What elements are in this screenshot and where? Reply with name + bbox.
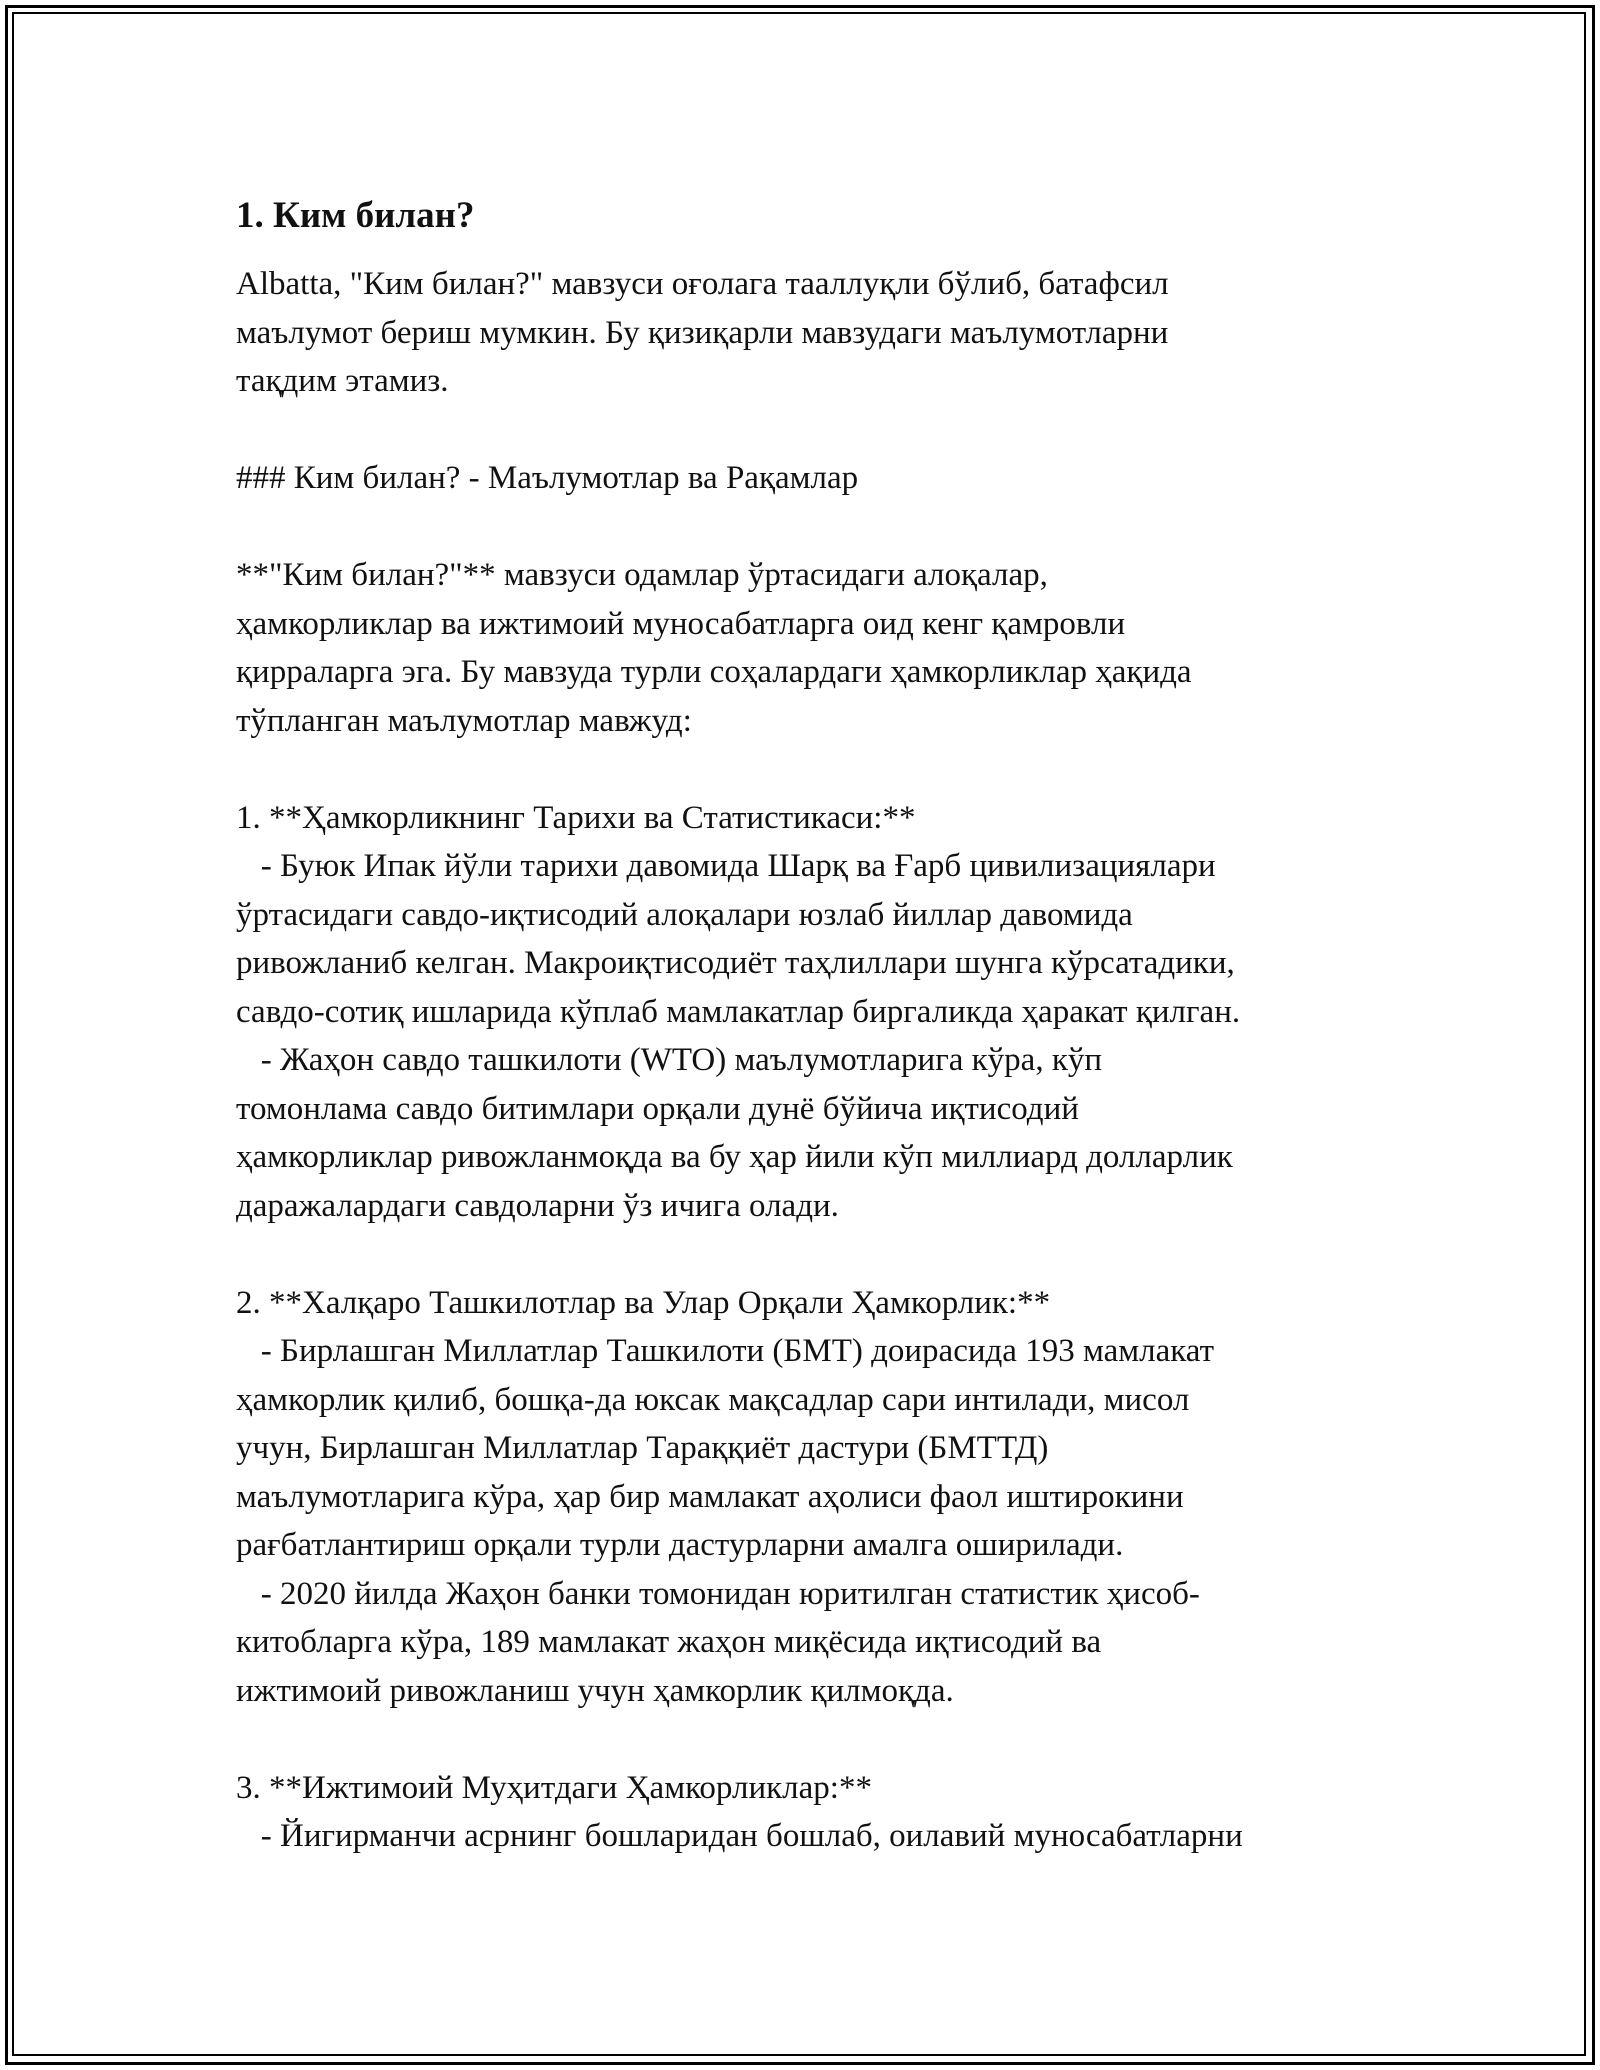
- section-3: [236, 1764, 1376, 1861]
- description-paragraph: **"Ким билан?"** мавзуси одамлар ўртасидаги алоқалар, ҳамкорликлар ва ижтимоий муносабатларга оид кенг қамровли қирраларга эга. Бу мавзуда турли соҳалардаги ҳамкорликлар ҳақида тўпланган маълумотлар мавжуд:: [236, 557, 1192, 739]
- section-title: 3. **Ижтимоий Муҳитдаги Ҳамкорликлар:**: [236, 1769, 872, 1806]
- list-item: - Буюк Ипак йўли тарихи давомида Шарқ ва Ғарб цивилизациялари ўртасидаги савдо-иқтисодий алоқалари юзлаб йиллар давомида ривожланиб келган. Макроиқтисодиёт таҳлиллари шунга кўрсатадики, савдо-сотиқ ишларида кўплаб мамлакатлар биргаликда ҳаракат қилган.: [236, 848, 1241, 1030]
- paragraph-spacer: [236, 503, 1376, 552]
- section-title: 2. **Халқаро Ташкилотлар ва Улар Орқали Ҳамкорлик:**: [236, 1284, 1051, 1321]
- paragraph-spacer: [236, 406, 1376, 455]
- intro-paragraph: Albatta, "Ким билан?" мавзуси оғолага тааллуқли бўлиб, батафсил маълумот бериш мумкин. Бу қизиқарли мавзудаги маълумотларни тақдим этамиз.: [236, 266, 1169, 399]
- list-item: - Бирлашган Миллатлар Ташкилоти (БМТ) доирасида 193 мамлакат ҳамкорлик қилиб, бошқа-да юксак мақсадлар сари интилади, мисол учун, Бирлашган Миллатлар Тараққиёт дастури (БМТТД) маълумотларига кўра, ҳар бир мамлакат аҳолиси фаол иштирокини рағбатлантириш орқали турли дастурларни амалга оширилади.: [236, 1333, 1214, 1563]
- paragraph-spacer: [236, 1230, 1376, 1279]
- section-1: [236, 794, 1376, 1231]
- document-heading: 1. Ким билан?: [236, 195, 475, 236]
- paragraph-spacer: [236, 1715, 1376, 1764]
- list-item: - 2020 йилда Жаҳон банки томонидан юритилган статистик ҳисоб- китобларга кўра, 189 мамлакат жаҳон миқёсида иқтисодий ва ижтимоий ривожланиш учун ҳамкорлик қилмоқда.: [236, 1575, 1200, 1709]
- subheading: ### Ким билан? - Маълумотлар ва Рақамлар: [236, 460, 859, 496]
- list-item: - Йигирманчи асрнинг бошларидан бошлаб, оилавий муносабатларни: [236, 1818, 1243, 1854]
- list-item: - Жаҳон савдо ташкилоти (WTO) маълумотларига кўра, кўп томонлама савдо битимлари орқали дунё бўйича иқтисодий ҳамкорликлар ривожланмоқда ва бу ҳар йили кўп миллиард долларлик даражалардаги савдоларни ўз ичига олади.: [236, 1042, 1233, 1224]
- document-body: [236, 186, 1376, 1861]
- paragraph-spacer: [236, 745, 1376, 794]
- section-title: 1. **Ҳамкорликнинг Тарихи ва Статистикаси:**: [236, 799, 916, 836]
- section-2: [236, 1279, 1376, 1716]
